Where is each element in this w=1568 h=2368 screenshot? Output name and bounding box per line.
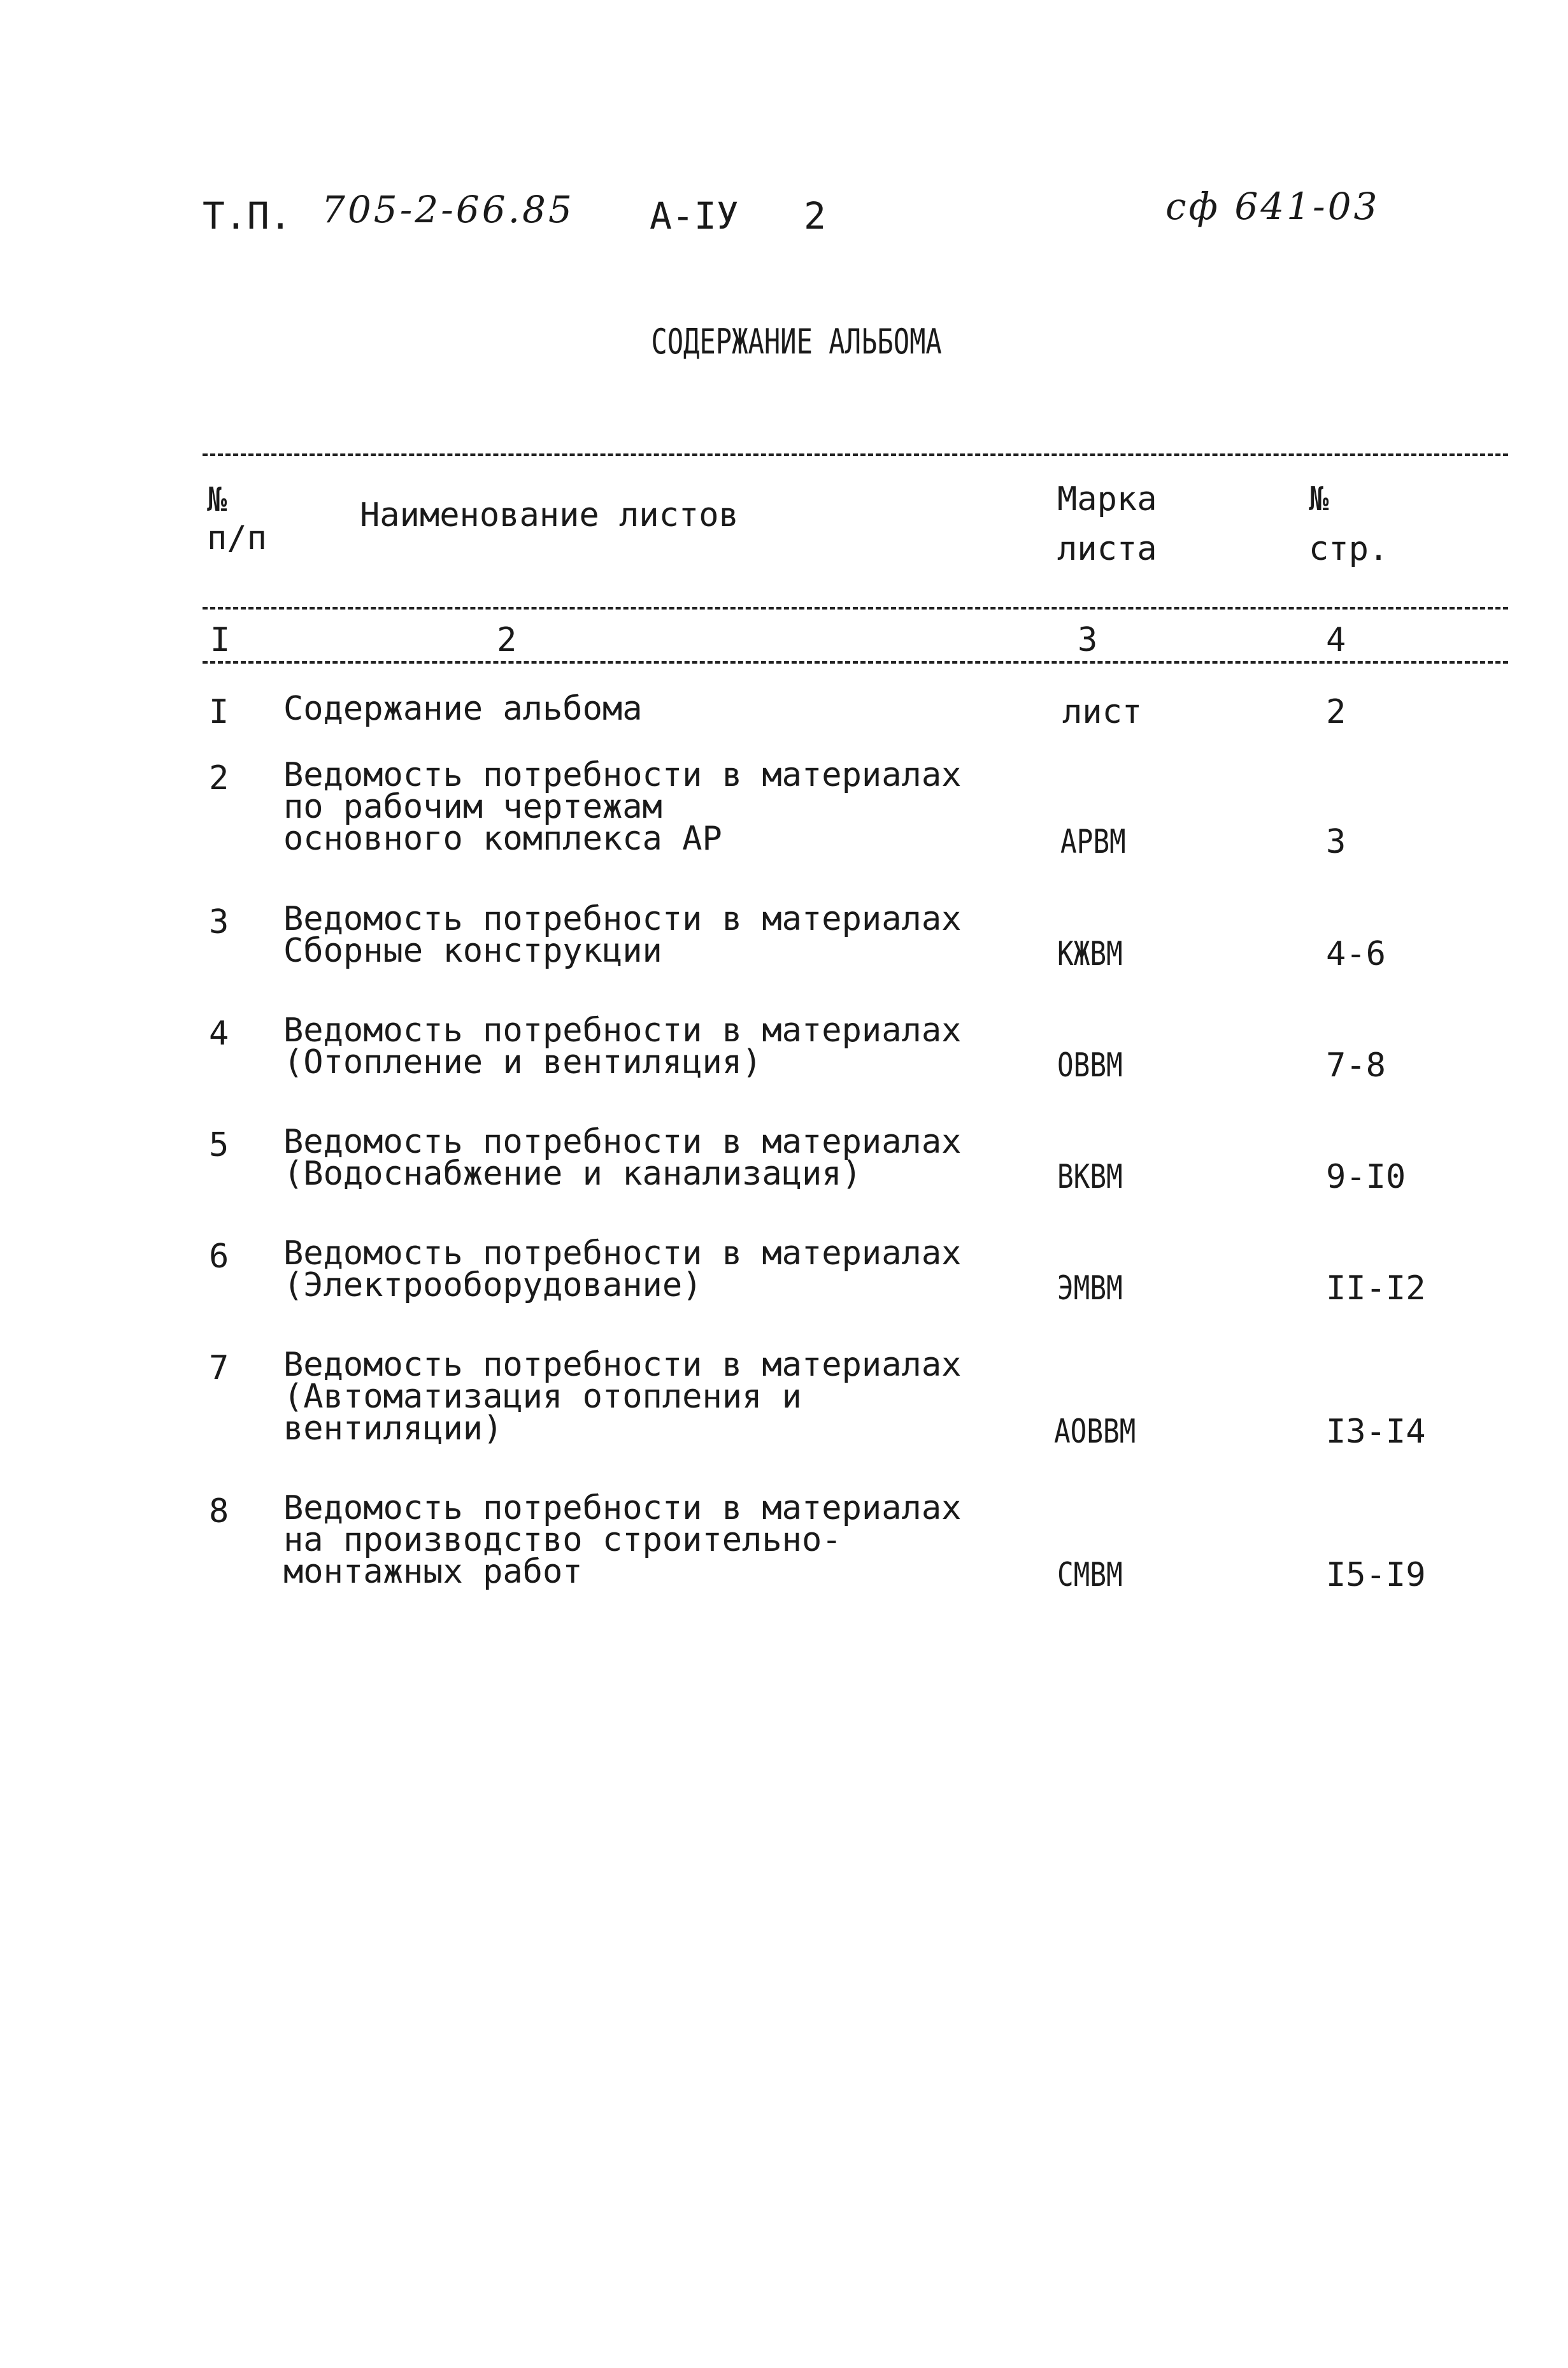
row-2-name-line-3: основного комплекса АР [283, 820, 722, 858]
row-7-mark: АОВВМ [1054, 1413, 1136, 1451]
header-album: А-IУ [650, 194, 739, 238]
header-project-number: 705-2-66.85 [322, 188, 574, 231]
row-4-name-line-1: Ведомость потребности в материалах [283, 1011, 962, 1050]
column-numbers-rule [203, 661, 1508, 664]
row-3-num: 3 [209, 903, 229, 941]
col-header-num [207, 481, 267, 557]
row-1-mark: лист [1062, 693, 1143, 731]
row-2-mark: АРВМ [1060, 823, 1126, 861]
row-7-name-line-3: вентиляции) [283, 1409, 503, 1448]
row-3-name-line-2: Сборные конструкции [283, 932, 662, 970]
row-8-name [283, 1489, 962, 1591]
row-4-name [283, 1011, 962, 1081]
row-1-pages: 2 [1326, 693, 1346, 731]
header-tp: Т.П. [203, 194, 292, 238]
page-title: СОДЕРЖАНИЕ АЛЬБОМА [651, 322, 942, 362]
row-4-num: 4 [209, 1015, 229, 1053]
row-7-name-line-1: Ведомость потребности в материалах [283, 1346, 962, 1384]
col-header-name: Наименование листов [360, 496, 739, 534]
col-header-num-line2: п/п [207, 519, 267, 557]
col-header-page-line2: стр. [1309, 530, 1389, 568]
row-1-name-line-1: Содержание альбома [283, 690, 643, 728]
col-header-mark-line1: Марка [1057, 480, 1157, 518]
row-6-num: 6 [209, 1237, 229, 1276]
row-5-name-line-2: (Водоснабжение и канализация) [283, 1155, 862, 1193]
row-8-pages: I5-I9 [1326, 1556, 1426, 1594]
col-header-mark [1057, 474, 1157, 574]
row-5-name [283, 1123, 962, 1193]
header-page: 2 [804, 194, 826, 238]
row-3-mark: КЖВМ [1057, 935, 1123, 973]
row-6-name-line-2: (Электрооборудование) [283, 1266, 702, 1304]
column-number-1: I [210, 621, 231, 659]
row-4-pages: 7-8 [1326, 1046, 1386, 1085]
row-7-pages: I3-I4 [1326, 1413, 1426, 1451]
row-6-mark: ЭМВМ [1057, 1269, 1123, 1308]
row-5-pages: 9-I0 [1326, 1158, 1406, 1196]
header-archive-code: сф 641-03 [1165, 185, 1380, 228]
row-3-name-line-1: Ведомость потребности в материалах [283, 900, 962, 938]
row-2-name [283, 756, 962, 858]
row-7-name-line-2: (Автоматизация отопления и [283, 1378, 802, 1416]
col-header-mark-line2: листа [1057, 530, 1157, 568]
row-5-mark: ВКВМ [1057, 1158, 1123, 1196]
row-6-name-line-1: Ведомость потребности в материалах [283, 1234, 962, 1273]
row-2-pages: 3 [1326, 823, 1346, 861]
row-2-name-line-1: Ведомость потребности в материалах [283, 756, 962, 794]
row-4-mark: ОВВМ [1057, 1046, 1123, 1085]
row-4-name-line-2: (Отопление и вентиляция) [283, 1043, 762, 1081]
row-8-num: 8 [209, 1492, 229, 1530]
col-header-num-line1: № [207, 481, 227, 519]
row-8-name-line-1: Ведомость потребности в материалах [283, 1489, 962, 1527]
row-8-name-line-3: монтажных работ [283, 1553, 583, 1591]
row-8-name-line-2: на производство строительно- [283, 1521, 842, 1559]
table-top-rule [203, 453, 1508, 456]
row-5-name-line-1: Ведомость потребности в материалах [283, 1123, 962, 1161]
column-number-2: 2 [497, 621, 517, 659]
row-1-num: I [209, 693, 229, 731]
row-2-name-line-2: по рабочим чертежам [283, 788, 662, 826]
row-7-name [283, 1346, 962, 1448]
row-2-num: 2 [209, 759, 229, 797]
header-bottom-rule [203, 607, 1508, 610]
row-7-num: 7 [209, 1349, 229, 1387]
row-1-name [283, 690, 643, 728]
row-8-mark: СМВМ [1057, 1556, 1123, 1594]
row-3-name [283, 900, 962, 970]
row-3-pages: 4-6 [1326, 935, 1386, 973]
column-number-3: 3 [1078, 621, 1098, 659]
row-6-name [283, 1234, 962, 1304]
row-5-num: 5 [209, 1126, 229, 1164]
col-header-page [1309, 474, 1388, 574]
column-number-4: 4 [1326, 621, 1346, 659]
row-6-pages: II-I2 [1326, 1269, 1426, 1308]
col-header-page-line1: № [1309, 480, 1329, 518]
